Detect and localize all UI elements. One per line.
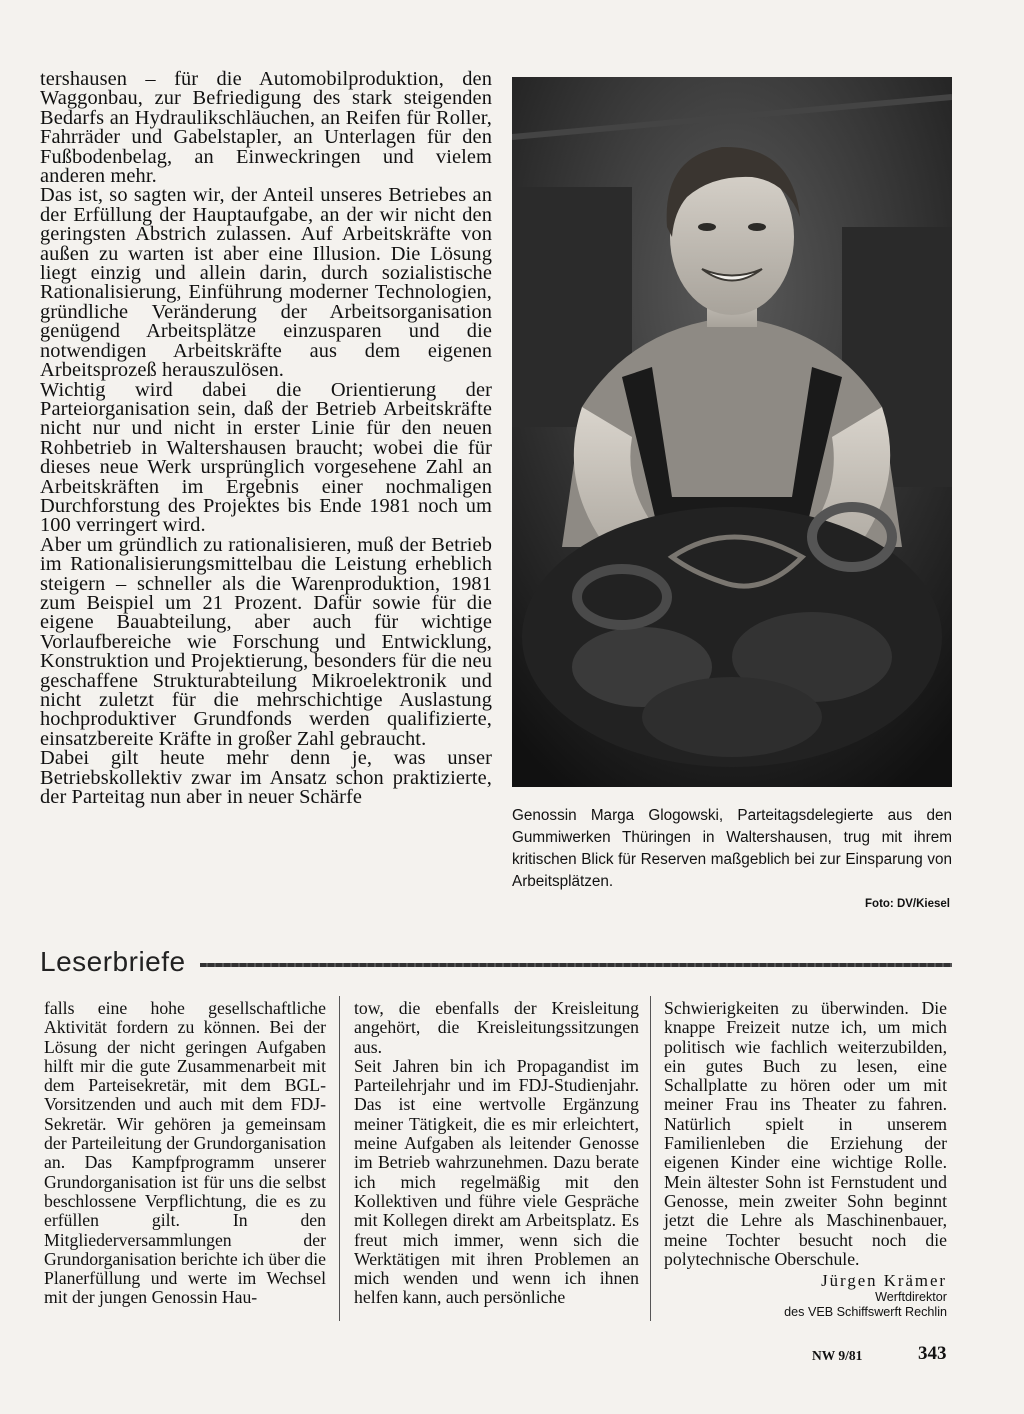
column-divider bbox=[339, 996, 340, 1321]
letter-text-2a: tow, die ebenfalls der Kreisleitung angehört, die Kreisleitungssitzungen aus. bbox=[354, 998, 639, 1057]
letter-text-1: falls eine hohe gesellschaftliche Aktivität fordern zu können. Bei der Lösung der nicht geringen Aufgaben hilft mir die gute Zusammenarbeit mit dem Parteisekretär, mit dem BGL-Vorsitzenden und auch mit dem FDJ-Sekretär. Wir gehören ja gemeinsam der Parteileitung der Grundorganisation an. Das Kampfprogramm unserer Grundorganisation ist für uns die selbst beschlossene Verpflichtung, die es zu erfüllen gilt. In den Mitgliederversammlungen der Grundorganisation berichte ich über die Planerfüllung und werte im Wechsel mit der jungen Genossin Hau- bbox=[44, 998, 326, 1308]
section-header bbox=[40, 946, 952, 978]
letter-author: Jürgen Krämer bbox=[821, 1271, 947, 1291]
article-paragraph-4: Aber um gründlich zu rationalisieren, muß der Betrieb im Rationalisierungsmittelbau die Leistung erheblich steigern – schneller als die Warenproduktion, 1981 zum Beispiel um 21 Prozent. Dafür sowie für die eigene Bauabteilung, aber auch für wichtige Vorlaufbereiche wie Forschung und Entwicklung, Konstruktion und Projektierung, besonders für die neu geschaffene Strukturabteilung Mikroelektronik und nicht zuletzt für die mehrschichtige Auslastung hochproduktiver Grundfonds werden qualifizierte, einsatzbereite Kräfte in großer Zahl gebraucht. bbox=[40, 533, 492, 750]
photo-caption: Genossin Marga Glogowski, Parteitagsdelegierte aus den Gummiwerken Thüringen in Waltershausen, trug mit ihrem kritischen Blick für Reserven maßgeblich bei zur Einsparung von Arbeitsplätzen. bbox=[512, 807, 952, 890]
letter-column-1 bbox=[44, 999, 326, 1308]
article-paragraph-3: Wichtig wird dabei die Orientierung der Parteiorganisation sein, daß der Betrieb Arbeitskräfte nicht nur und nicht in erster Linie für den neuen Rohbetrieb in Waltershausen braucht; wobei die für dieses neue Werk ursprünglich vorgesehene Zahl an Arbeitskräften im Ergebnis einer nochmaligen Durchforstung des Projektes bis Ende 1981 noch um 100 verringert wird. bbox=[40, 378, 492, 537]
letter-column-2 bbox=[354, 999, 639, 1308]
article-paragraph-5: Dabei gilt heute mehr denn je, was unser Betriebskollektiv zwar im Ansatz schon praktizierte, der Parteitag nun aber in neuer Schärfe bbox=[40, 747, 492, 809]
letter-text-2b: Seit Jahren bin ich Propagandist im Parteilehrjahr und im FDJ-Studienjahr. Das ist eine wertvolle Ergänzung meiner Tätigkeit, die es mir erleichtert, meine Aufgaben als leitender Genosse im Betrieb wahrzunehmen. Dazu berate ich mich regelmäßig mit den Kollektiven und führe viele Gespräche mit Kollegen direkt am Arbeitsplatz. Es freut mich immer, wenn sich die Werktätigen mit ihren Problemen an mich wenden und wenn ich ihnen helfen kann, auch persönliche bbox=[354, 1055, 639, 1308]
photo-woman-at-work bbox=[512, 77, 952, 787]
issue-label: NW 9/81 bbox=[812, 1348, 863, 1363]
column-divider bbox=[650, 996, 651, 1321]
letter-column-3 bbox=[664, 999, 947, 1320]
page-number: 343 bbox=[918, 1343, 947, 1364]
letter-author-title: Werftdirektor bbox=[875, 1290, 947, 1305]
article-photo bbox=[512, 77, 952, 787]
letter-author-affiliation: des VEB Schiffswerft Rechlin bbox=[784, 1305, 947, 1320]
section-rule bbox=[200, 963, 952, 967]
letter-text-3: Schwierigkeiten zu überwinden. Die knappe Freizeit nutze ich, um mich politisch wie fachlich weiterzubilden, ein gutes Buch zu lesen, eine Schallplatte zu hören oder um mit meiner Frau ins Theater zu fahren. Natürlich spielt in unserem Familienleben die Erziehung der eigenen Kinder eine wichtige Rolle. Mein ältester Sohn ist Fernstudent und Genosse, mein zweiter Sohn beginnt jetzt die Lehre als Maschinenbauer, meine Tochter besucht noch die polytechnische Oberschule. bbox=[664, 998, 947, 1269]
article-paragraph-1: tershausen – für die Automobilproduktion, den Waggonbau, zur Befriedigung des stark steigenden Bedarfs an Hydraulikschläuchen, an Reifen für Roller, Fahrräder und Gabelstapler, an Unterlagen für den Fußbodenbelag, an Einweckringen und vielem anderen mehr. bbox=[40, 68, 492, 188]
section-title: Leserbriefe bbox=[40, 946, 186, 977]
photo-credit: Foto: DV/Kiesel bbox=[865, 898, 950, 910]
article-text bbox=[40, 70, 492, 807]
article-paragraph-2: Das ist, so sagten wir, der Anteil unseres Betriebes an der Erfüllung der Hauptaufgabe, an der wir nicht den geringsten Abstrich zulassen. Auf Arbeitskräfte von außen zu warten ist aber eine Illusion. Die Lösung liegt einzig und allein darin, durch sozialistische Rationalisierung, Einführung moderner Technologien, gründliche Veränderung der Arbeitsorganisation genügend Arbeitsplätze einzusparen und die notwendigen Arbeitskräfte aus dem eigenen Arbeitsprozeß herauszulösen. bbox=[40, 184, 492, 382]
